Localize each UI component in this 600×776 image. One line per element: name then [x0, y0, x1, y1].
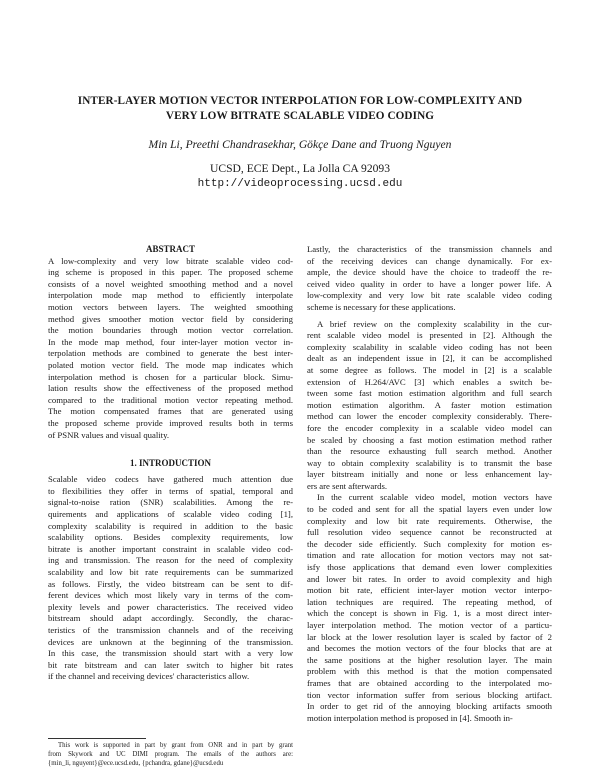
text-line: of PSNR values and visual quality.: [48, 429, 170, 440]
text-line: to be coded and sent for all the spatial layers even under low: [307, 504, 552, 515]
title-line-1: INTER-LAYER MOTION VECTOR INTERPOLATION FOR LOW-COMPLEXITY AND: [77, 95, 523, 107]
text-line: plexity levels and power characteristics. The received video: [48, 601, 293, 612]
footnote-rule: [48, 738, 146, 739]
text-line: layer bitstream initially and none or less enhancement lay-: [307, 469, 552, 480]
abstract-heading: ABSTRACT: [145, 244, 195, 254]
text-line: motion interpolation method is proposed in [4]. Smooth in-: [307, 712, 513, 723]
text-line: and lower bit rates. In order to avoid complexity and high: [307, 573, 552, 584]
text-line: timation and rate allocation for motion vectors may not sat-: [307, 550, 552, 561]
text-line: method can lower the encoder complexity considerably. There-: [307, 411, 552, 422]
text-line: motion vectors between layers. The weighted smoothing: [48, 301, 293, 312]
text-line: bit rate bitstream and can later switch to higher bit rates: [48, 659, 293, 670]
author-list: Min Li, Preethi Chandrasekhar, Gökçe Dane and Truong Nguyen: [148, 138, 452, 151]
text-line: as follows. Firstly, the video bitstream can be sent to dif-: [48, 578, 293, 589]
text-line: quirements and applications of scalable video coding [1],: [48, 509, 293, 520]
left-column: [48, 244, 293, 683]
text-line: tween some fast motion estimation algorithm and full search: [307, 388, 552, 399]
text-line: the same positions at the higher resolution layer. The main: [307, 654, 552, 665]
text-line: A low-complexity and very low bitrate scalable video cod-: [48, 255, 293, 266]
text-line: consists of a novel weighted smoothing method and a novel: [48, 278, 293, 289]
text-line: the decoder side efficiently. Such complexity for motion es-: [307, 538, 552, 549]
text-line: complexity and low bit rate requirements. Otherwise, the: [307, 515, 552, 526]
text-line: lation techniques are required. The repeating method, of: [307, 596, 552, 607]
text-line: terpolation methods are combined to generate the best inter-: [48, 348, 293, 359]
text-line: problem with this method is that the motion compensated: [307, 666, 552, 677]
text-line: A brief review on the complexity scalability in the cur-: [317, 318, 552, 329]
text-line: fore the encoder complexity in a scalable video model can: [307, 422, 552, 433]
introduction-heading: 1. INTRODUCTION: [129, 457, 211, 468]
text-line: full resolution video sequence cannot be reconstructed at: [307, 527, 552, 538]
text-line: dealt as an independent issue in [2], it can be accomplished: [307, 353, 552, 364]
text-line: rent scalable video model is presented in [2]. Although the: [307, 330, 552, 341]
text-line: isfy those applications that demand even lower complexities: [307, 562, 552, 573]
footnote: [48, 741, 293, 768]
title-line-2: VERY LOW BITRATE SCALABLE VIDEO CODING: [165, 110, 435, 122]
text-line: bitrate is another important constraint in scalable video cod-: [48, 543, 293, 554]
text-line: the proposed scheme provide improved results both in terms: [48, 417, 293, 428]
text-line: scalability options. Besides complexity requirements, low: [48, 532, 293, 543]
text-line: layer interpolation method. The motion vector of a particu-: [307, 620, 552, 630]
text-line: In the current scalable video model, motion vectors have: [317, 492, 552, 503]
abstract-body: [48, 256, 293, 442]
text-line: tion vector information suffer from serious blocking artifact.: [307, 689, 552, 700]
text-line: complexity scalability in scalable video coding has not been: [307, 341, 552, 352]
text-line: scheme is necessary for these applications.: [307, 301, 456, 312]
text-line: be scaled by choosing a fast motion estimation method rather: [307, 434, 552, 445]
text-line: motion estimation algorithm. A faster motion estimation: [307, 399, 552, 410]
text-line: ing scheme is proposed in this paper. The proposed scheme: [48, 267, 293, 278]
text-line: low-complexity and very low bit rate scalable video coding: [307, 290, 552, 301]
text-line: signal-to-noise ration (SNR) scalabilities. Among the re-: [48, 497, 293, 508]
text-line: ample, the device should have the choice to tradeoff the re-: [307, 267, 552, 278]
text-line: and becomes the motion vectors of the four blocks that are at: [307, 643, 552, 654]
website-url: http://videoprocessing.ucsd.edu: [197, 178, 403, 190]
introduction-body: [48, 474, 293, 683]
text-line: scalability and low bit rate requirements can be summarized: [48, 567, 293, 578]
right-column: [307, 244, 552, 724]
text-line: compared to the traditional motion vector repeating method.: [48, 394, 293, 405]
text-line: way to obtain complexity scalability is to transmit the base: [307, 457, 552, 468]
text-line: In the mode map method, four inter-layer motion vector in-: [48, 336, 293, 347]
text-line: interpolation method is chosen for a particular block. Simu-: [48, 371, 293, 382]
text-line: Scalable video codecs have gathered much attention due: [48, 474, 293, 485]
text-line: interpolation mode map method to efficiently interpolate: [48, 290, 293, 301]
text-line: motion bit rate, efficient inter-layer motion vector interpo-: [307, 585, 552, 596]
affiliation: UCSD, ECE Dept., La Jolla CA 92093: [209, 162, 391, 175]
text-line: than the resource exhausting full search method. Another: [307, 446, 552, 457]
text-line: bitstream should adapt accordingly. Secondly, the charac-: [48, 613, 293, 624]
text-line: {min_li, nguyent}@ece.ucsd.edu, {pchandra, gdane}@ucsd.edu: [48, 760, 224, 767]
text-line: of the receiving devices can change dynamically. For ex-: [307, 255, 552, 266]
text-line: method gives smoother motion vector field by considering: [48, 313, 293, 324]
text-line: devices are unknown at the beginning of the transmission.: [48, 636, 293, 647]
text-line: ing and transmission. The reason for the need of complexity: [48, 555, 293, 566]
text-line: lation results show the effectiveness of the proposed method: [48, 383, 293, 394]
text-line: In order to get rid of the annoying blocking artifacts smooth: [307, 701, 552, 712]
paragraph: [307, 244, 552, 314]
text-line: ferent devices which most likely vary in terms of the com-: [48, 590, 293, 601]
text-line: In this case, the transmission should start with a very low: [48, 648, 293, 659]
text-line: Lastly, the characteristics of the transmission channels and: [307, 244, 552, 254]
paragraph: [307, 492, 552, 724]
text-line: which the concept is shown in Fig. 1, is a most direct inter-: [307, 608, 552, 619]
paragraph: [307, 319, 552, 493]
text-line: polated motion vector field. The mode map indicates which: [48, 359, 293, 370]
text-line: complexity scalability is required in addition to the basic: [48, 520, 293, 531]
text-line: ers are sent afterwards.: [307, 480, 388, 491]
text-line: teristics of the transmission channels and of the receiving: [48, 625, 293, 635]
text-line: to flexibilities they offer in terms of spatial, temporal and: [48, 485, 293, 496]
paper-title: [40, 94, 560, 124]
text-line: ceived video quality in order to have a longer power life. A: [307, 278, 552, 289]
text-line: at some degree as follows. The model in [2] is a scalable: [307, 364, 552, 375]
text-line: extension of H.264/AVC [3] which enables a switch be-: [307, 376, 552, 387]
text-line: The motion compensated frames that are generated using: [48, 406, 293, 417]
text-line: if the channel and receiving devices' characteristics allow.: [48, 671, 250, 682]
text-line: from Skywork and UC DIMI program. The emails of the authors are:: [48, 751, 293, 758]
text-line: frames that are obtained according to the interpolated mo-: [307, 677, 552, 688]
text-line: This work is supported in part by grant from ONR and in part by grant: [58, 742, 293, 749]
text-line: lar block at the lower resolution layer is scaled by factor of 2: [307, 631, 552, 642]
text-line: the motion boundaries through motion vector correlation.: [48, 325, 293, 336]
